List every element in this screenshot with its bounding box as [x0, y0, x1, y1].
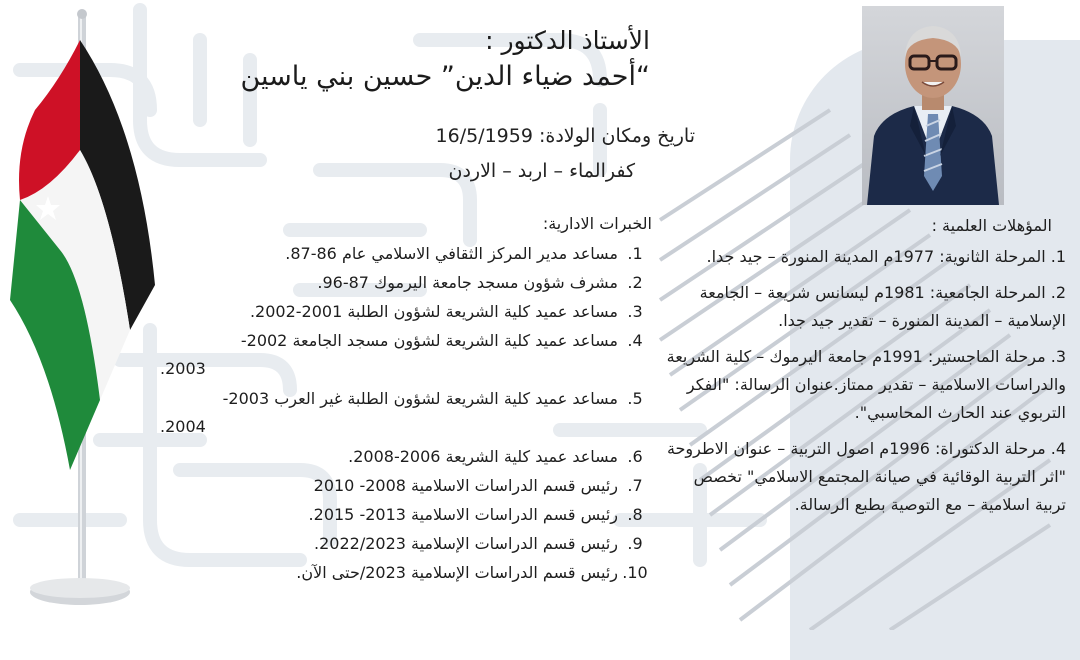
title-prefix: الأستاذ الدكتور :: [485, 26, 650, 55]
item-number: 5.: [627, 389, 643, 408]
item-text: مساعد مدير المركز الثقافي الاسلامي عام 86-87.: [285, 244, 618, 263]
item-text: رئيس قسم الدراسات الاسلامية 2013- 2015.: [308, 505, 618, 524]
item-text: رئيس قسم الدراسات الاسلامية 2008- 2010: [313, 476, 618, 495]
experience-item: [160, 240, 652, 268]
item-number: 9.: [627, 534, 643, 553]
experience-item: [160, 443, 652, 471]
qualifications-heading: المؤهلات العلمية :: [931, 216, 1052, 235]
experience-item: [160, 269, 652, 297]
item-text: رئيس قسم الدراسات الإسلامية 2022/2023.: [314, 534, 618, 553]
item-number: 6.: [627, 447, 643, 466]
item-number: 10.: [622, 563, 648, 582]
item-continuation: 2004.: [160, 417, 206, 436]
person-name: “أحمد ضياء الدين” حسين بني ياسين: [240, 61, 650, 92]
qualification-item: 3. مرحلة الماجستير: 1991م جامعة اليرموك – كلية الشريعة والدراسات الاسلامية – تقدير ممتاز.عنوان الرسالة: "الفكر التربوي عند الحارث المحاسبي".: [666, 347, 1066, 422]
experience-item: [160, 501, 652, 529]
qualification-item: 2. المرحلة الجامعية: 1981م ليسانس شريعة – الجامعة الإسلامية – المدينة المنورة – تقدير جيد جدا.: [699, 283, 1066, 330]
portrait-photo: [862, 6, 1004, 205]
item-text: مساعد عميد كلية الشريعة لشؤون الطلبة غير العرب 2003-: [222, 389, 618, 408]
item-number: 3.: [627, 302, 643, 321]
item-number: 8.: [627, 505, 643, 524]
experience-item: [160, 559, 652, 587]
item-text: مساعد عميد كلية الشريعة 2006-2008.: [348, 447, 618, 466]
experience-item: [160, 385, 652, 413]
jordan-flag-icon: [0, 0, 180, 607]
title-block: [240, 24, 650, 96]
experience-item: [160, 298, 652, 326]
experience-section: [160, 210, 652, 587]
item-text: مشرف شؤون مسجد جامعة اليرموك 87-96.: [317, 273, 618, 292]
item-number: 1.: [627, 244, 643, 263]
item-text: مساعد عميد كلية الشريعة لشؤون الطلبة 2001-2002.: [249, 302, 618, 321]
item-number: 7.: [627, 476, 643, 495]
qualification-item: 4. مرحلة الدكتوراة: 1996م اصول التربية – عنوان الاطروحة "اثر التربية الوقائية في صيانة المجتمع الاسلامي" تخصص تربية اسلامية – مع التوصية بطبع الرسالة.: [666, 439, 1066, 514]
experience-item: [160, 327, 652, 355]
item-text: مساعد عميد كلية الشريعة لشؤون مسجد الجامعة 2002-: [240, 331, 618, 350]
experience-item: [160, 530, 652, 558]
item-number: 4.: [627, 331, 643, 350]
experience-item: [160, 472, 652, 500]
birth-place: كفرالماء – اربد – الاردن: [448, 160, 635, 182]
qualifications-section: [660, 212, 1066, 527]
item-text: رئيس قسم الدراسات الإسلامية 2023/حتى الآن.: [296, 563, 618, 582]
birth-date: تاريخ ومكان الولادة: 16/5/1959: [435, 125, 695, 147]
item-continuation: 2003.: [160, 359, 206, 378]
item-number: 2.: [627, 273, 643, 292]
experience-heading: الخبرات الادارية:: [542, 214, 652, 233]
qualification-item: 1. المرحلة الثانوية: 1977م المدينة المنورة – جيد جدا.: [706, 247, 1066, 266]
